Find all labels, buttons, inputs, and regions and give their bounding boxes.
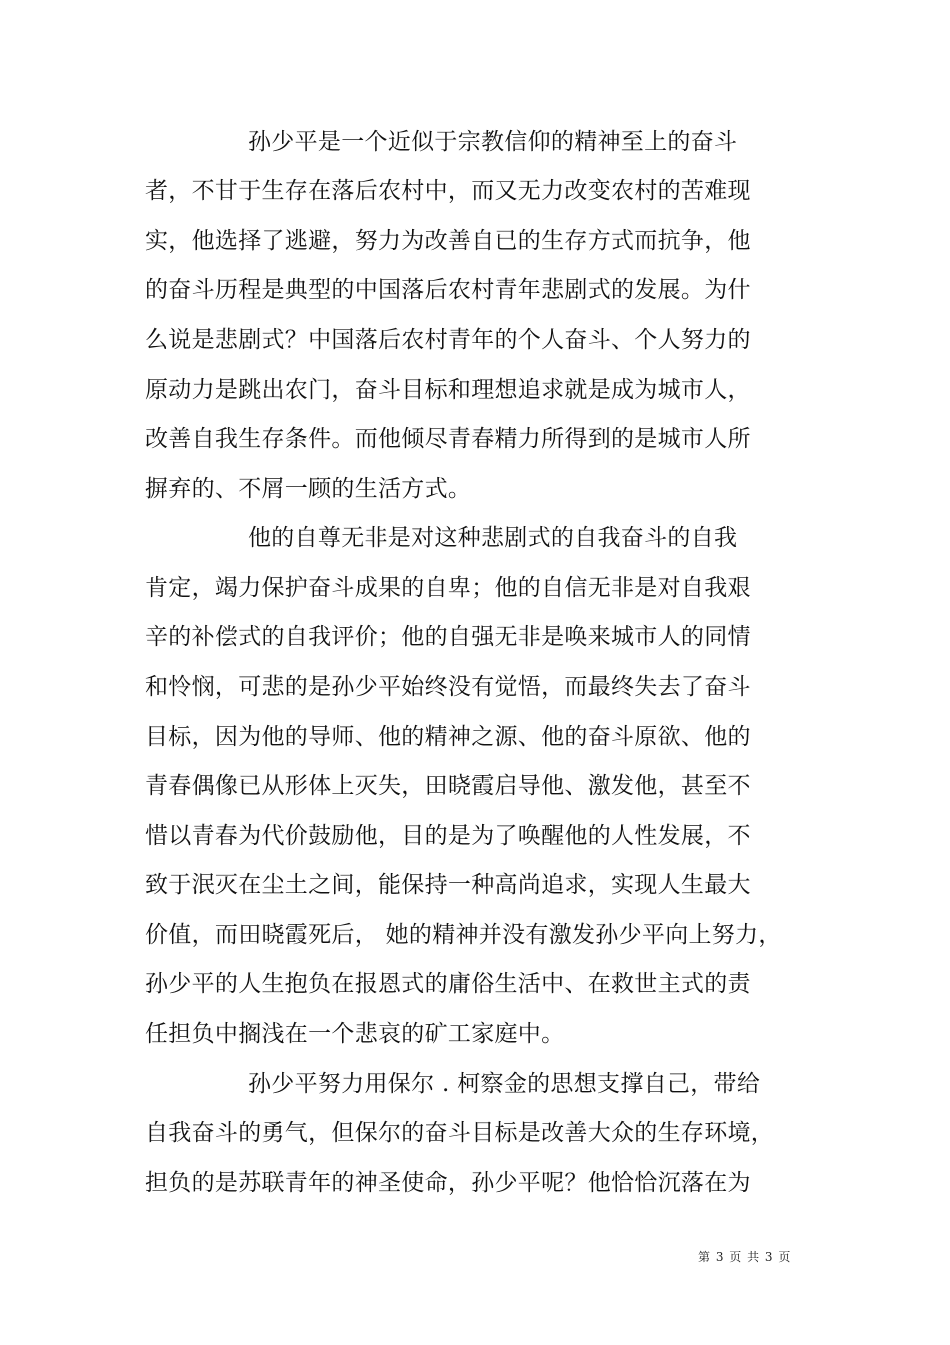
paragraph-1-line-5: 么说是悲剧式？中国落后农村青年的个人奋斗、个人努力的 xyxy=(145,327,751,353)
page-number-footer: 第 3 页 共 3 页 xyxy=(698,1250,792,1264)
paragraph-1-line-3: 实，他选择了逃避，努力为改善自已的生存方式而抗争，他 xyxy=(145,228,751,254)
paragraph-3-line-1: 孙少平努力用保尔 . 柯察金的思想支撑自己，带给 xyxy=(248,1071,761,1097)
paragraph-2-line-11: 任担负中搁浅在一个悲哀的矿工家庭中。 xyxy=(145,1021,565,1047)
paragraph-2-line-6: 青春偶像已从形体上灭失，田晓霞启导他、激发他，甚至不 xyxy=(145,773,751,799)
paragraph-1-line-6: 原动力是跳出农门，奋斗目标和理想追求就是成为城市人， xyxy=(145,377,751,403)
paragraph-3-line-2: 自我奋斗的勇气，但保尔的奋斗目标是改善大众的生存环境， xyxy=(145,1120,775,1146)
paragraph-2-line-7: 惜以青春为代价鼓励他，目的是为了唤醒他的人性发展，不 xyxy=(145,823,751,849)
paragraph-1-line-8: 摒弃的、不屑一顾的生活方式。 xyxy=(145,476,472,502)
paragraph-2-line-3: 辛的补偿式的自我评价；他的自强无非是唤来城市人的同情 xyxy=(145,624,751,650)
paragraph-3-line-3: 担负的是苏联青年的神圣使命，孙少平呢？他恰恰沉落在为 xyxy=(145,1170,751,1196)
paragraph-2-line-9: 价值，而田晓霞死后， 她的精神并没有激发孙少平向上努力， xyxy=(145,922,782,948)
paragraph-2-line-10: 孙少平的人生抱负在报恩式的庸俗生活中、在救世主式的责 xyxy=(145,971,751,997)
paragraph-2-line-5: 目标，因为他的导师、他的精神之源、他的奋斗原欲、他的 xyxy=(145,724,751,750)
paragraph-2-line-8: 致于泯灭在尘土之间，能保持一种高尚追求，实现人生最大 xyxy=(145,872,751,898)
paragraph-2-line-2: 肯定，竭力保护奋斗成果的自卑；他的自信无非是对自我艰 xyxy=(145,575,751,601)
paragraph-1-line-2: 者，不甘于生存在落后农村中，而又无力改变农村的苦难现 xyxy=(145,178,751,204)
paragraph-1-line-7: 改善自我生存条件。而他倾尽青春精力所得到的是城市人所 xyxy=(145,426,751,452)
paragraph-2-line-1: 他的自尊无非是对这种悲剧式的自我奋斗的自我 xyxy=(248,525,738,551)
paragraph-1-line-4: 的奋斗历程是典型的中国落后农村青年悲剧式的发展。为什 xyxy=(145,277,751,303)
paragraph-2-line-4: 和怜悯，可悲的是孙少平始终没有觉悟，而最终失去了奋斗 xyxy=(145,674,751,700)
paragraph-1-line-1: 孙少平是一个近似于宗教信仰的精神至上的奋斗 xyxy=(248,129,738,155)
